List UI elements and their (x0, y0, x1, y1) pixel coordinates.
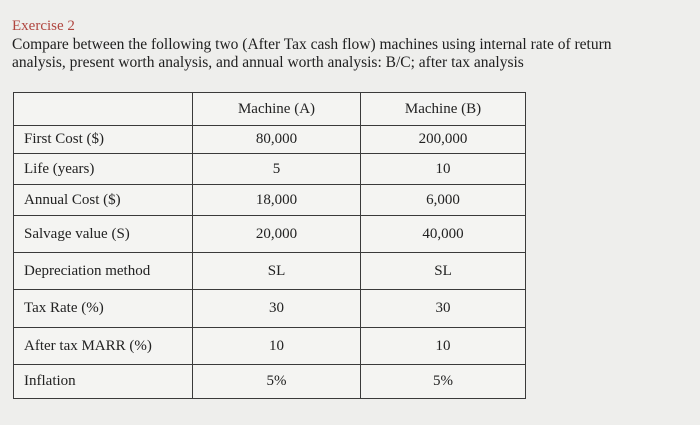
row-label: Inflation (14, 365, 193, 399)
exercise-description-line-1: Compare between the following two (After Tax cash flow) machines using internal rate of return (12, 36, 612, 53)
machine-a-value: SL (193, 253, 361, 290)
table-row (14, 253, 526, 290)
row-label: After tax MARR (%) (14, 328, 193, 365)
header-machine-b: Machine (B) (361, 93, 526, 126)
machine-b-value: 6,000 (361, 185, 526, 216)
table-row (14, 290, 526, 328)
row-label: Depreciation method (14, 253, 193, 290)
row-label: Annual Cost ($) (14, 185, 193, 216)
table-row (14, 216, 526, 253)
machine-b-value: 200,000 (361, 126, 526, 154)
machine-b-value: 5% (361, 365, 526, 399)
machine-a-value: 20,000 (193, 216, 361, 253)
row-label: Tax Rate (%) (14, 290, 193, 328)
comparison-table (13, 92, 526, 399)
machine-b-value: 10 (361, 154, 526, 185)
machine-a-value: 80,000 (193, 126, 361, 154)
machine-a-value: 30 (193, 290, 361, 328)
machine-a-value: 18,000 (193, 185, 361, 216)
machine-b-value: 30 (361, 290, 526, 328)
header-machine-a: Machine (A) (193, 93, 361, 126)
row-label: Salvage value (S) (14, 216, 193, 253)
exercise-description (12, 36, 692, 72)
machine-b-value: 40,000 (361, 216, 526, 253)
machine-a-value: 5% (193, 365, 361, 399)
table-row (14, 154, 526, 185)
machine-b-value: 10 (361, 328, 526, 365)
machine-a-value: 10 (193, 328, 361, 365)
machine-b-value: SL (361, 253, 526, 290)
table-row (14, 365, 526, 399)
table-row (14, 328, 526, 365)
table-header-row (14, 93, 526, 126)
row-label: Life (years) (14, 154, 193, 185)
machine-a-value: 5 (193, 154, 361, 185)
header-cell-empty (14, 93, 193, 126)
table-row (14, 185, 526, 216)
row-label: First Cost ($) (14, 126, 193, 154)
exercise-description-line-2: analysis, present worth analysis, and annual worth analysis: B/C; after tax analysis (12, 54, 524, 71)
exercise-heading: Exercise 2 (12, 18, 75, 34)
table-row (14, 126, 526, 154)
